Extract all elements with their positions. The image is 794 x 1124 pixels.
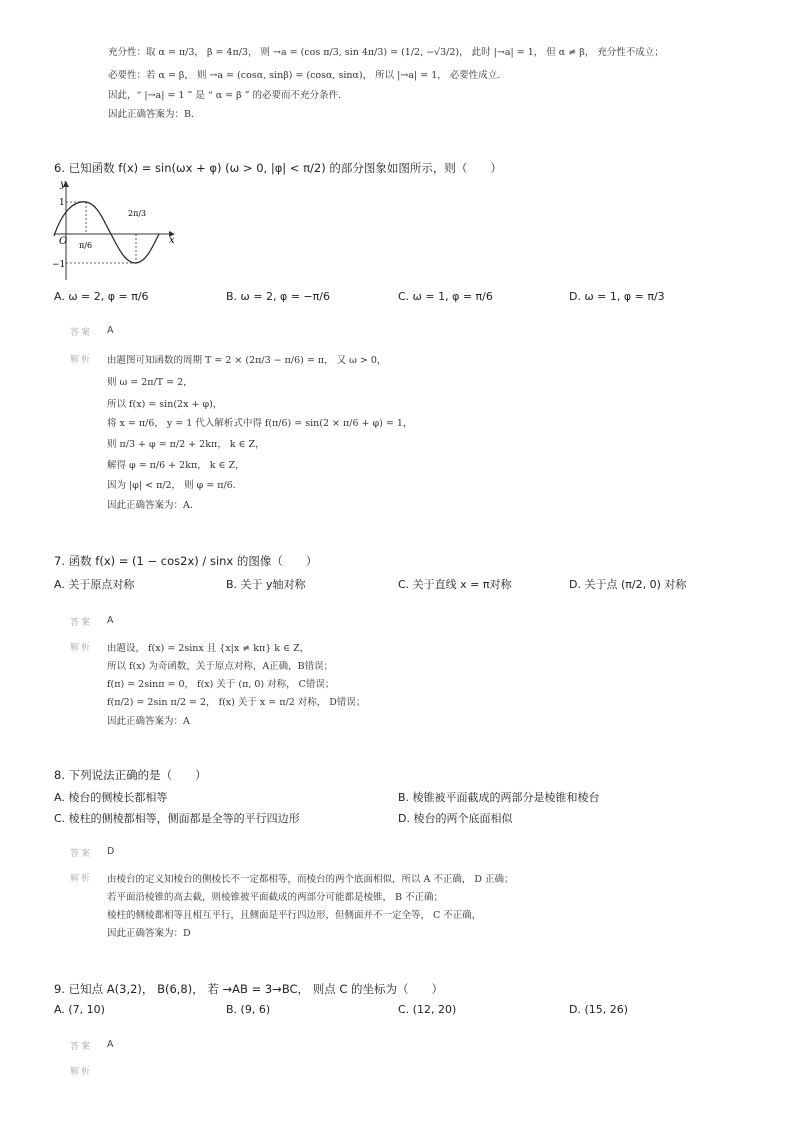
x-tick-2pi-3: 2π/3: [128, 209, 147, 218]
q7-analysis-line-5: 因此正确答案为：A: [107, 716, 190, 727]
prev-solution-line-4: 因此正确答案为：B.: [108, 109, 195, 120]
q6-analysis-line-3: 所以 f(x) = sin(2x + φ)，: [107, 399, 223, 410]
q6-analysis-line-4: 将 x = π/6， y = 1 代入解析式中得 f(π/6) = sin(2 × π/6 + φ) = 1，: [107, 418, 413, 429]
q8-analysis-line-2: 若平面沿棱锥的高去截，则棱锥被平面截成的两部分可能都是棱锥， B 不正确；: [107, 892, 444, 903]
q6-analysis-label: 解析: [70, 355, 93, 365]
q7-option-a[interactable]: A. 关于原点对称: [54, 578, 135, 591]
q6-analysis-line-1: 由题图可知函数的周期 T = 2 × (2π/3 − π/6) = π， 又 ω > 0，: [107, 355, 387, 366]
q8-option-d[interactable]: D. 棱台的两个底面相似: [398, 812, 513, 825]
question-8-stem: 8. 下列说法正确的是（ ）: [54, 768, 207, 782]
q6-option-c[interactable]: C. ω = 1, φ = π/6: [398, 290, 493, 303]
q9-analysis-label: 解析: [70, 1067, 93, 1077]
q7-option-b[interactable]: B. 关于 y轴对称: [226, 578, 306, 591]
y-tick-top: 1: [59, 198, 65, 208]
q8-option-c[interactable]: C. 棱柱的侧棱都相等，侧面都是全等的平行四边形: [54, 812, 300, 825]
q6-option-b[interactable]: B. ω = 2, φ = −π/6: [226, 290, 330, 303]
q7-option-d[interactable]: D. 关于点 (π/2, 0) 对称: [569, 578, 687, 591]
q8-answer: D: [107, 846, 115, 857]
x-axis-label: x: [169, 235, 175, 246]
q8-analysis-line-3: 棱柱的侧棱都相等且相互平行，且侧面是平行四边形，但侧面并不一定全等， C 不正确，: [107, 910, 482, 921]
y-axis-label: y: [60, 179, 66, 190]
q6-answer: A: [107, 325, 114, 336]
q7-answer-label: 答案: [70, 618, 93, 628]
y-tick-bottom: −1: [52, 260, 66, 270]
q8-option-a[interactable]: A. 棱台的侧棱长都相等: [54, 791, 168, 804]
q8-analysis-line-4: 因此正确答案为：D: [107, 928, 191, 939]
q7-analysis-line-3: f(π) = 2sinπ = 0， f(x) 关于 (π, 0) 对称， C错误；: [107, 679, 335, 690]
q7-analysis-line-2: 所以 f(x) 为奇函数，关于原点对称，A正确，B错误；: [107, 661, 334, 672]
q6-analysis-line-6: 解得 φ = π/6 + 2kπ， k ∈ Z，: [107, 460, 245, 471]
q6-answer-label: 答案: [70, 328, 93, 338]
q7-analysis-line-1: 由题设， f(x) = 2sinx 且 {x|x ≠ kπ} k ∈ Z，: [107, 643, 310, 654]
q7-analysis-label: 解析: [70, 643, 93, 653]
q6-analysis-line-2: 则 ω = 2π/T = 2，: [107, 377, 193, 388]
x-tick-pi-6: π/6: [79, 241, 93, 250]
q8-analysis-label: 解析: [70, 874, 93, 884]
question-6-stem: 6. 已知函数 f(x) = sin(ωx + φ) (ω > 0, |φ| < π/2) 的部分图象如图所示，则（ ）: [54, 161, 502, 175]
q9-option-a[interactable]: A. (7, 10): [54, 1003, 105, 1016]
q6-analysis-line-7: 因为 |φ| < π/2， 则 φ = π/6.: [107, 480, 236, 491]
q9-answer-label: 答案: [70, 1042, 93, 1052]
q6-sine-graph: [50, 176, 186, 284]
q8-option-b[interactable]: B. 棱锥被平面截成的两部分是棱锥和棱台: [398, 791, 600, 804]
prev-solution-line-2: 必要性：若 α = β， 则 →a = (cosα, sinβ) = (cosα, sinα)， 所以 |→a| = 1， 必要性成立.: [108, 70, 501, 81]
q9-option-d[interactable]: D. (15, 26): [569, 1003, 629, 1016]
q6-analysis-line-5: 则 π/3 + φ = π/2 + 2kπ， k ∈ Z，: [107, 439, 265, 450]
q7-analysis-line-4: f(π/2) = 2sin π/2 = 2， f(x) 关于 x = π/2 对称， D错误；: [107, 697, 366, 708]
question-9-stem: 9. 已知点 A(3,2)， B(6,8)， 若 →AB = 3→BC， 则点 C 的坐标为（ ）: [54, 982, 444, 996]
prev-solution-line-3: 因此，“ |→a| = 1 ” 是 “ α = β ” 的必要而不充分条件.: [108, 90, 342, 101]
q6-analysis-line-8: 因此正确答案为：A.: [107, 500, 193, 511]
question-7-stem: 7. 函数 f(x) = (1 − cos2x) / sinx 的图像（ ）: [54, 554, 318, 568]
q9-option-c[interactable]: C. (12, 20): [398, 1003, 457, 1016]
q7-answer: A: [107, 615, 114, 626]
origin-label: O: [59, 236, 68, 247]
prev-solution-line-1: 充分性：取 α = π/3， β = 4π/3， 则 →a = (cos π/3, sin 4π/3) = (1/2, −√3/2)， 此时 |→a| = 1， 但 α ≠ β， 充分性不成立；: [108, 47, 664, 58]
q7-option-c[interactable]: C. 关于直线 x = π对称: [398, 578, 512, 591]
q9-answer: A: [107, 1039, 114, 1050]
q8-answer-label: 答案: [70, 849, 93, 859]
q6-option-d[interactable]: D. ω = 1, φ = π/3: [569, 290, 665, 303]
q8-analysis-line-1: 由棱台的定义知棱台的侧棱长不一定都相等，而棱台的两个底面相似，所以 A 不正确， D 正确；: [107, 874, 514, 885]
q6-option-a[interactable]: A. ω = 2, φ = π/6: [54, 290, 149, 303]
q9-option-b[interactable]: B. (9, 6): [226, 1003, 271, 1016]
